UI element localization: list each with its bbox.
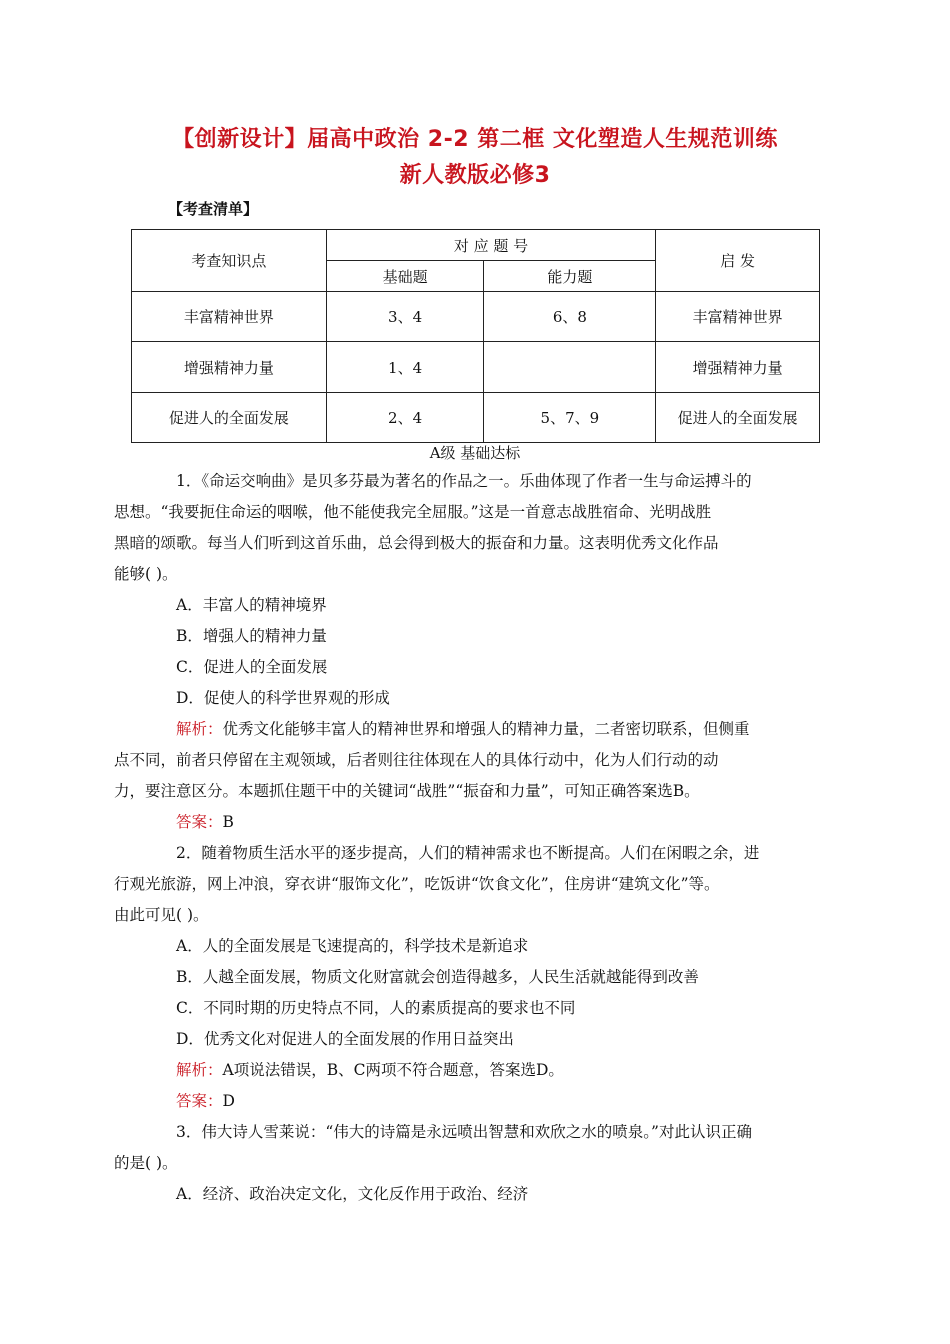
analysis-label: 解析： [176,1061,223,1079]
question-2 [114,838,808,1117]
page-subtitle: 新人教版必修3 [399,163,551,188]
header-basic: 基础题 [326,261,484,292]
option-b: B．人越全面发展，物质文化财富就会创造得越多，人民生活就越能得到改善 [176,968,699,986]
row-basic: 3、4 [326,292,484,342]
answer-label: 答案： [176,1092,223,1110]
row-basic: 2、4 [326,393,484,443]
analysis: 解析：优秀文化能够丰富人的精神世界和增强人的精神力量，二者密切联系，但侧重 点不同，前者只停留在主观领域，后者则往往体现在人的具体行动中，化为人们行动的动 力，要注意区分。本题抓住题干中的关键词“战胜”“振奋和力量”，可知正确答案选B。 [114,720,750,800]
analysis-label: 解析： [176,720,223,738]
row-insight: 促进人的全面发展 [656,393,820,443]
question-stem: 2．随着物质生活水平的逐步提高，人们的精神需求也不断提高。人们在闲暇之余，进 行观光旅游，网上冲浪，穿衣讲“服饰文化”，吃饭讲“饮食文化”，住房讲“建筑文化”等。 由此可见( )。 [114,844,760,924]
row-basic: 1、4 [326,342,484,393]
table-row [132,393,820,443]
table-row [132,342,820,393]
option-b: B．增强人的精神力量 [176,627,327,645]
header-ability: 能力题 [484,261,656,292]
question-stem: 3．伟大诗人雪莱说：“伟大的诗篇是永远喷出智慧和欢欣之水的喷泉。”对此认识正确 的是( )。 [114,1123,752,1172]
header-knowledge: 考查知识点 [132,230,327,292]
row-topic: 增强精神力量 [132,342,327,393]
question-3 [114,1117,808,1210]
questions [114,466,808,1210]
answer: 答案：D [176,1092,235,1110]
table-row [132,292,820,342]
option-a: A．丰富人的精神境界 [176,596,327,614]
option-d: D．促使人的科学世界观的形成 [176,689,390,707]
row-ability: 5、7、9 [484,393,656,443]
header-insight: 启 发 [656,230,820,292]
row-ability: 6、8 [484,292,656,342]
row-topic: 促进人的全面发展 [132,393,327,443]
answer: 答案：B [176,813,234,831]
analysis: 解析：A项说法错误，B、C两项不符合题意，答案选D。 [176,1061,564,1079]
row-topic: 丰富精神世界 [132,292,327,342]
answer-label: 答案： [176,813,223,831]
checklist-label: 【考查清单】 [168,200,259,218]
option-a: A．人的全面发展是飞速提高的，科学技术是新追求 [176,937,529,955]
option-c: C．促进人的全面发展 [176,658,328,676]
option-a: A．经济、政治决定文化，文化反作用于政治、经济 [176,1185,529,1203]
page-title: 【创新设计】届高中政治 2-2 第二框 文化塑造人生规范训练 [172,127,778,152]
level-title: A级 基础达标 [429,444,521,462]
option-c: C．不同时期的历史特点不同，人的素质提高的要求也不同 [176,999,576,1017]
row-insight: 丰富精神世界 [656,292,820,342]
checklist-table [131,229,820,443]
question-1 [114,466,808,838]
question-stem: 1．《命运交响曲》是贝多芬最为著名的作品之一。乐曲体现了作者一生与命运搏斗的 思想。“我要扼住命运的咽喉，他不能使我完全屈服。”这是一首意志战胜宿命、光明战胜 黑暗的颂歌。每当人们听到这首乐曲，总会得到极大的振奋和力量。这表明优秀文化作品 能够( )。 [114,472,752,583]
row-ability [484,342,656,393]
option-d: D．优秀文化对促进人的全面发展的作用日益突出 [176,1030,514,1048]
row-insight: 增强精神力量 [656,342,820,393]
header-question-no: 对 应 题 号 [326,230,656,261]
